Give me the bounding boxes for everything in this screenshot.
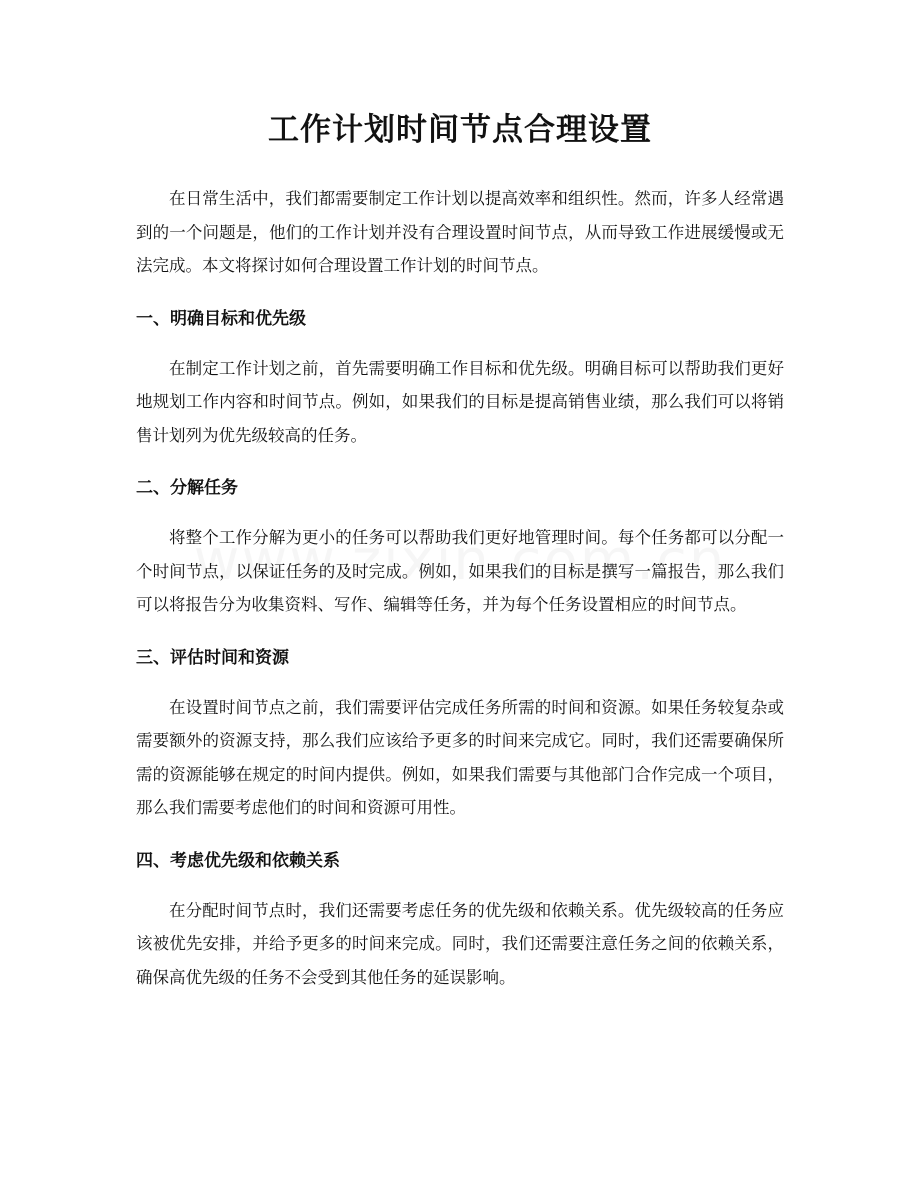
page-title: 工作计划时间节点合理设置 <box>268 112 652 148</box>
section-resources <box>136 642 784 825</box>
section-heading: 四、考虑优先级和依赖关系 <box>136 850 340 871</box>
section-paragraph: 在设置时间节点之前，我们需要评估完成任务所需的时间和资源。如果任务较复杂或需要额外的资源支持，那么我们应该给予更多的时间来完成它。同时，我们还需要确保所需的资源能够在规定的时间内提供。例如，如果我们需要与其他部门合作完成一个项目，那么我们需要考虑他们的时间和资源可用性。 <box>136 697 784 817</box>
document-body <box>136 182 784 994</box>
section-paragraph: 在制定工作计划之前，首先需要明确工作目标和优先级。明确目标可以帮助我们更好地规划工作内容和时间节点。例如，如果我们的目标是提高销售业绩，那么我们可以将销售计划列为优先级较高的任务。 <box>136 358 784 445</box>
section-breakdown <box>136 472 784 622</box>
section-heading: 二、分解任务 <box>136 478 238 498</box>
section-paragraph: 将整个工作分解为更小的任务可以帮助我们更好地管理时间。每个任务都可以分配一个时间节点，以保证任务的及时完成。例如，如果我们的目标是撰写一篇报告，那么我们可以将报告分为收集资料、写作、编辑等任务，并为每个任务设置相应的时间节点。 <box>136 528 784 614</box>
section-paragraph: 在分配时间节点时，我们还需要考虑任务的优先级和依赖关系。优先级较高的任务应该被优先安排，并给予更多的时间来完成。同时，我们还需要注意任务之间的依赖关系，确保高优先级的任务不会受到其他任务的延误影响。 <box>136 900 784 987</box>
section-dependencies <box>136 845 784 995</box>
section-heading: 三、评估时间和资源 <box>136 647 289 668</box>
intro-paragraph: 在日常生活中，我们都需要制定工作计划以提高效率和组织性。然而，许多人经常遇到的一个问题是，他们的工作计划并没有合理设置时间节点，从而导致工作进展缓慢或无法完成。本文将探讨如何合理设置工作计划的时间节点。 <box>136 189 784 275</box>
section-goals <box>136 303 784 453</box>
section-heading: 一、明确目标和优先级 <box>136 308 306 329</box>
